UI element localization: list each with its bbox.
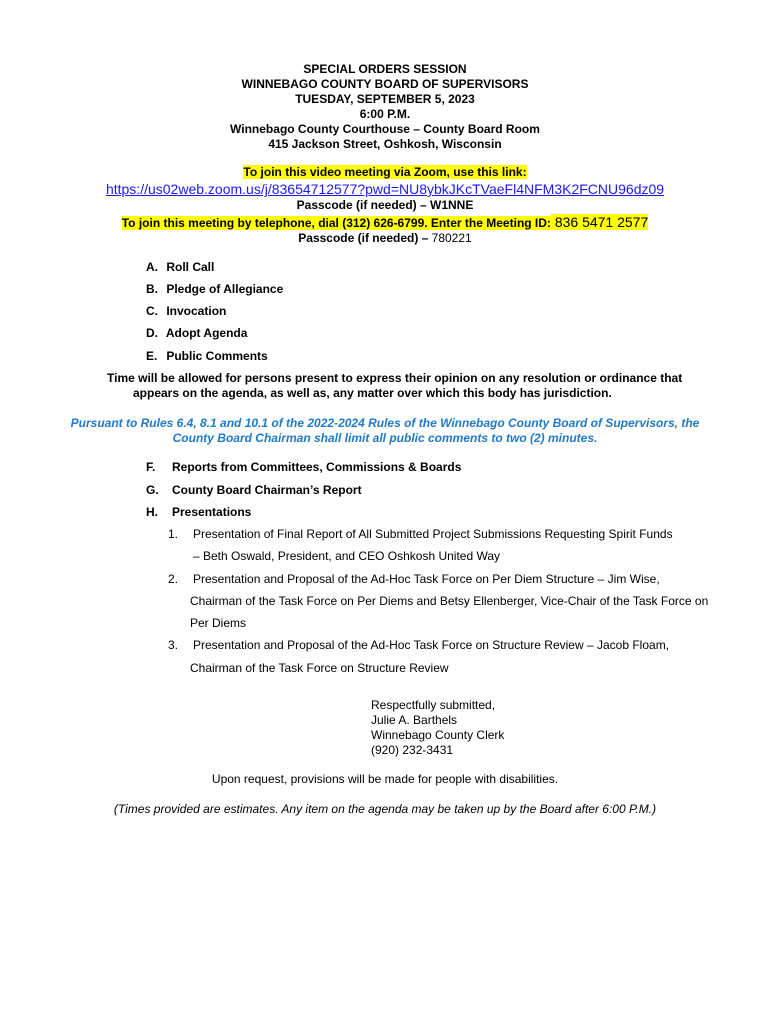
rules-note-line1: Pursuant to Rules 6.4, 8.1 and 10.1 of the 2022-2024 Rules of the Winnebago County Board of Supervisors, the xyxy=(70,416,700,430)
disabilities-note: Upon request, provisions will be made for people with disabilities. xyxy=(211,772,559,786)
presentation-item xyxy=(168,638,669,652)
presentation-line: Presentation and Proposal of the Ad-Hoc Task Force on Structure Review – Jacob Floam, xyxy=(193,638,670,652)
presentation-line: Per Diems xyxy=(190,616,247,630)
agenda-item xyxy=(146,460,461,474)
agenda-letter: H. xyxy=(146,505,158,519)
presentation-item xyxy=(168,527,673,541)
presentation-number: 1. xyxy=(168,527,179,541)
estimates-note: (Times provided are estimates. Any item on the agenda may be taken up by the Board after 6:00 P.M.) xyxy=(113,802,657,816)
presentation-number: 2. xyxy=(168,572,179,586)
public-comment-note-line1: Time will be allowed for persons present to express their opinion on any resolution or ordinance that xyxy=(107,371,683,385)
agenda-item xyxy=(146,304,226,318)
agenda-item xyxy=(146,483,362,497)
agenda-item xyxy=(146,505,251,519)
header-date: TUESDAY, SEPTEMBER 5, 2023 xyxy=(295,92,475,106)
agenda-letter: E. xyxy=(146,349,158,363)
signature-name: Julie A. Barthels xyxy=(371,713,458,727)
signature-phone: (920) 232-3431 xyxy=(371,743,454,757)
agenda-label: Adopt Agenda xyxy=(165,326,248,340)
agenda-label: Invocation xyxy=(166,304,227,318)
agenda-item xyxy=(146,282,283,296)
presentation-line: Chairman of the Task Force on Structure Review xyxy=(190,661,449,675)
presentation-item xyxy=(168,572,660,586)
phone-passcode xyxy=(0,231,770,245)
agenda-label: Presentations xyxy=(172,505,252,519)
agenda-letter: D. xyxy=(146,326,158,340)
header-location: Winnebago County Courthouse – County Board Room xyxy=(230,122,540,136)
header-address: 415 Jackson Street, Oshkosh, Wisconsin xyxy=(268,137,502,151)
header-time: 6:00 P.M. xyxy=(359,107,411,121)
agenda-label: Public Comments xyxy=(166,349,268,363)
agenda-letter: G. xyxy=(146,483,159,497)
agenda-label: County Board Chairman’s Report xyxy=(172,483,362,497)
public-comment-note-line2: appears on the agenda, as well as, any matter over which this body has jurisdiction. xyxy=(133,386,612,400)
agenda-item xyxy=(146,349,268,363)
agenda-letter: C. xyxy=(146,304,158,318)
presentation-line: Chairman of the Task Force on Per Diems and Betsy Ellenberger, Vice-Chair of the Task Force on xyxy=(190,594,709,608)
agenda-label: Pledge of Allegiance xyxy=(166,282,284,296)
presentation-number: 3. xyxy=(168,638,179,652)
phone-instructions xyxy=(0,214,770,230)
signature-block xyxy=(371,698,504,758)
zoom-join-text: To join this video meeting via Zoom, use this link: xyxy=(243,165,527,179)
zoom-passcode: Passcode (if needed) – W1NNE xyxy=(296,198,474,212)
agenda-item xyxy=(146,326,247,340)
agenda-label: Reports from Committees, Commissions & Boards xyxy=(172,460,462,474)
agenda-letter: F. xyxy=(146,460,156,474)
signature-closing: Respectfully submitted, xyxy=(371,698,496,712)
rules-note xyxy=(40,416,730,446)
header-board: WINNEBAGO COUNTY BOARD OF SUPERVISORS xyxy=(241,77,529,91)
agenda-letter: B. xyxy=(146,282,158,296)
zoom-instructions xyxy=(0,165,770,179)
agenda-item xyxy=(146,260,214,274)
signature-title: Winnebago County Clerk xyxy=(371,728,505,742)
presentation-line: Presentation of Final Report of All Submitted Project Submissions Requesting Spirit Funds xyxy=(193,527,673,541)
agenda-label: Roll Call xyxy=(166,260,215,274)
meeting-id: 836 5471 2577 xyxy=(550,214,649,230)
agenda-letter: A. xyxy=(146,260,158,274)
phone-join-text: To join this meeting by telephone, dial (312) 626-6799. Enter the Meeting ID: xyxy=(121,216,551,230)
header-title: SPECIAL ORDERS SESSION xyxy=(303,62,467,76)
rules-note-line2: County Board Chairman shall limit all public comments to two (2) minutes. xyxy=(172,431,598,445)
phone-passcode-value: 780221 xyxy=(428,231,472,245)
phone-passcode-label: Passcode (if needed) – xyxy=(298,231,429,245)
presentation-line: Presentation and Proposal of the Ad-Hoc Task Force on Per Diem Structure – Jim Wise, xyxy=(193,572,660,586)
zoom-link[interactable]: https://us02web.zoom.us/j/83654712577?pwd=NU8ybkJKcTVaeFl4NFM3K2FCNU96dz09 xyxy=(105,181,665,197)
presentation-line: – Beth Oswald, President, and CEO Oshkosh United Way xyxy=(193,549,501,563)
